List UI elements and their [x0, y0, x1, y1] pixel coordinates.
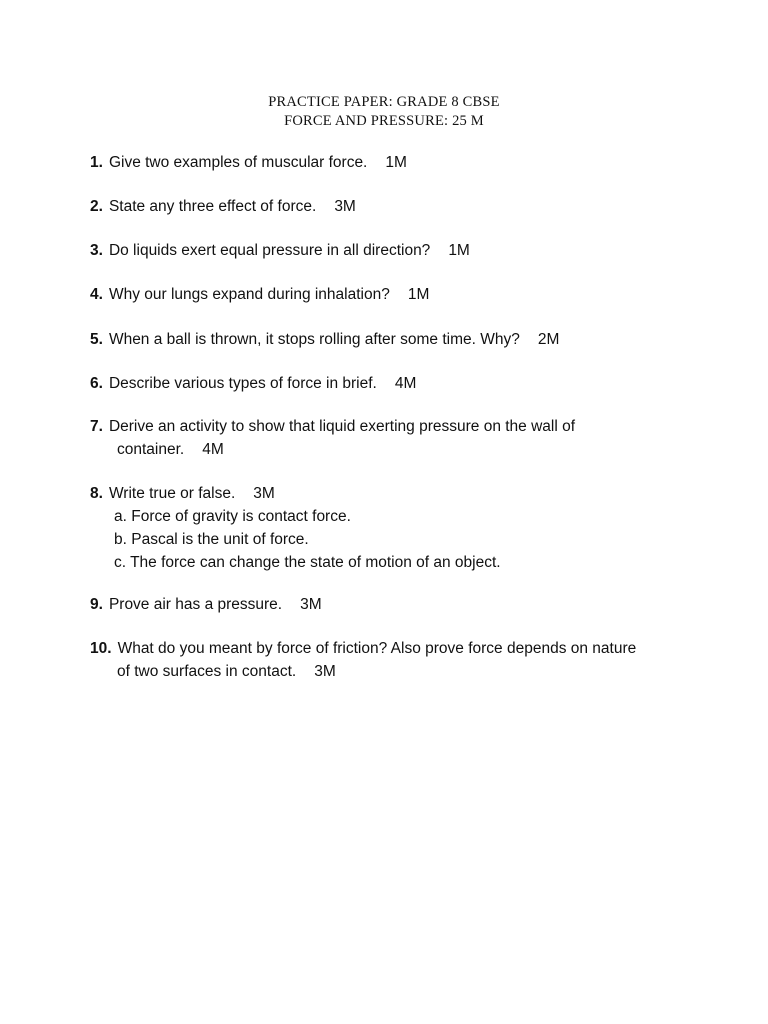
question-number: 6. [90, 375, 103, 392]
question-marks: 3M [300, 596, 322, 613]
question-number: 1. [90, 154, 103, 171]
question-text-continued: container. [117, 441, 185, 458]
question-marks: 3M [253, 485, 275, 502]
question-number: 7. [90, 418, 103, 435]
question-number: 5. [90, 331, 103, 348]
question-6 [90, 372, 730, 395]
question-9 [90, 593, 730, 616]
question-marks: 1M [448, 242, 470, 259]
true-false-item: c. The force can change the state of motion of an object. [114, 554, 501, 571]
question-text: Prove air has a pressure. [108, 596, 283, 613]
question-5 [90, 328, 730, 351]
question-number: 3. [90, 242, 103, 259]
paper-title: PRACTICE PAPER: GRADE 8 CBSE [268, 94, 500, 110]
question-text-continued: of two surfaces in contact. [117, 663, 297, 680]
question-marks: 1M [385, 154, 407, 171]
true-false-item: b. Pascal is the unit of force. [114, 531, 309, 548]
question-text: Derive an activity to show that liquid exerting pressure on the wall of [108, 418, 576, 435]
true-false-item: a. Force of gravity is contact force. [114, 508, 351, 525]
question-4 [90, 283, 730, 306]
question-text: Describe various types of force in brief. [108, 375, 377, 392]
question-text: Why our lungs expand during inhalation? [108, 286, 390, 303]
question-text: Give two examples of muscular force. [108, 154, 368, 171]
question-marks: 2M [537, 331, 560, 348]
question-number: 2. [90, 198, 103, 215]
question-10 [90, 637, 730, 683]
question-text: Do liquids exert equal pressure in all direction? [108, 242, 431, 259]
question-text: When a ball is thrown, it stops rolling after some time. Why? [108, 331, 520, 348]
question-text: What do you meant by force of friction? Also prove force depends on nature [117, 640, 637, 657]
question-number: 10. [90, 640, 112, 657]
question-number: 4. [90, 286, 103, 303]
question-number: 8. [90, 485, 103, 502]
question-7 [90, 415, 730, 461]
question-number: 9. [90, 596, 103, 613]
question-2 [90, 195, 730, 218]
question-8 [90, 482, 730, 574]
question-1 [90, 151, 730, 174]
question-text: Write true or false. [108, 485, 236, 502]
question-marks: 1M [407, 286, 430, 303]
question-marks: 3M [334, 198, 356, 215]
paper-subtitle: FORCE AND PRESSURE: 25 M [284, 113, 484, 129]
question-text: State any three effect of force. [108, 198, 317, 215]
question-marks: 3M [314, 663, 336, 680]
question-3 [90, 239, 730, 262]
question-marks: 4M [202, 441, 224, 458]
question-marks: 4M [394, 375, 417, 392]
